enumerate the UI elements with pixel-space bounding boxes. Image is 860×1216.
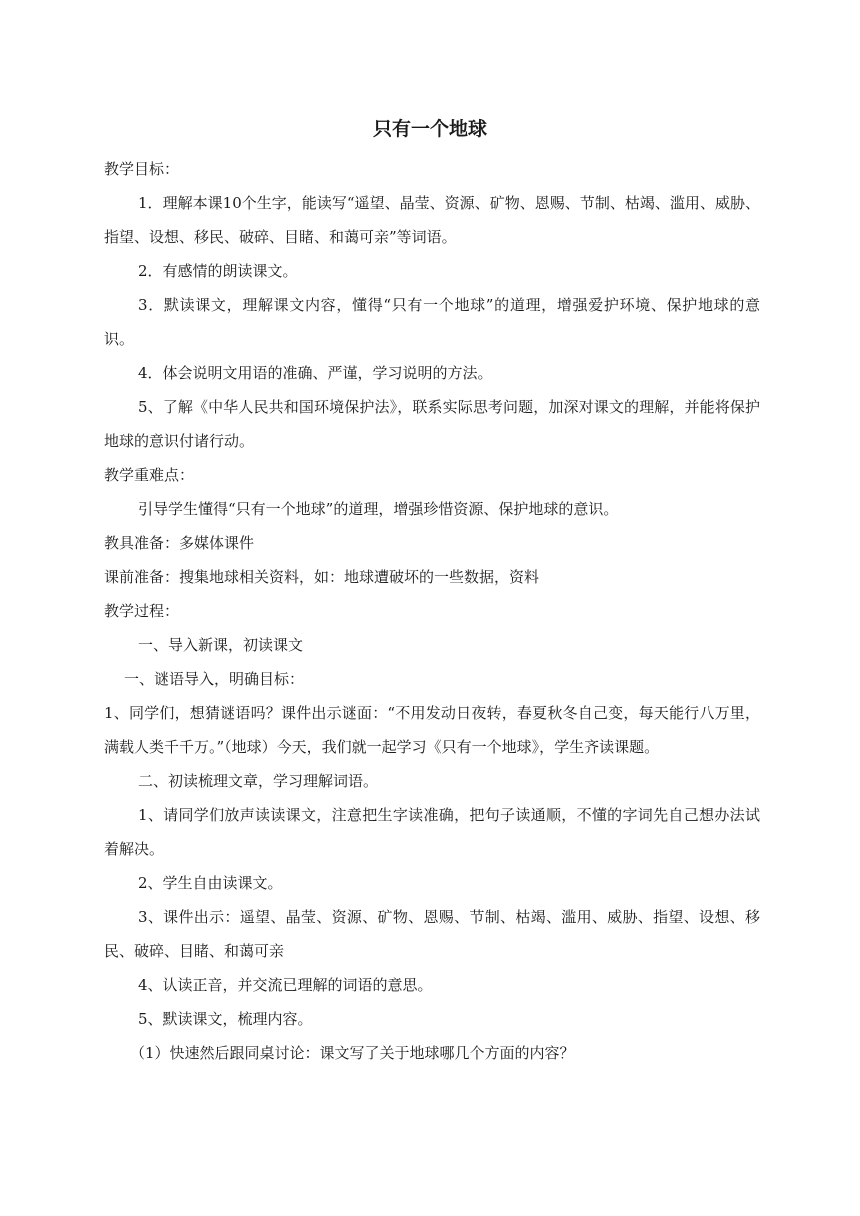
objective-item: 3．默读课文，理解课文内容，懂得“只有一个地球”的道理，增强爱护环境、保护地球的意识。: [104, 296, 760, 348]
preparation-line: 课前准备：搜集地球相关资料，如：地球遭破坏的一些数据，资料: [104, 568, 540, 586]
subsection-title: 一、谜语导入，明确目标：: [124, 670, 305, 688]
question-item: （1）快速然后跟同桌讨论：课文写了关于地球哪几个方面的内容？: [130, 1044, 575, 1062]
step-item: 3、课件出示：遥望、晶莹、资源、矿物、恩赐、节制、枯竭、滥用、威胁、指望、设想、移民、破碎、目睹、和蔼可亲: [104, 908, 760, 960]
objective-item: 4．体会说明文用语的准确、严谨，学习说明的方法。: [138, 364, 493, 382]
step-item: 5、默读课文，梳理内容。: [138, 1010, 313, 1028]
key-points-text: 引导学生懂得“只有一个地球”的道理，增强珍惜资源、保护地球的意识。: [138, 500, 619, 518]
key-points-heading: 教学重难点：: [104, 466, 195, 484]
objective-item: 2．有感情的朗读课文。: [138, 262, 298, 280]
section-title: 一、导入新课，初读课文: [138, 636, 304, 654]
tools-line: 教具准备：多媒体课件: [104, 534, 255, 552]
objectives-heading: 教学目标：: [104, 160, 180, 178]
step-item: 4、认读正音，并交流已理解的词语的意思。: [138, 976, 433, 994]
objective-item: 1．理解本课10个生字，能读写“遥望、晶莹、资源、矿物、恩赐、节制、枯竭、滥用、威胁、指望、设想、移民、破碎、目睹、和蔼可亲”等词语。: [104, 194, 760, 246]
objective-item: 5、了解《中华人民共和国环境保护法》，联系实际思考问题，加深对课文的理解，并能将保护地球的意识付诸行动。: [104, 398, 760, 450]
process-heading: 教学过程：: [104, 602, 180, 620]
document-body: [104, 152, 760, 1070]
section-title: 二、初读梳理文章，学习理解词语。: [138, 772, 379, 790]
document-title: 只有一个地球: [372, 118, 487, 140]
step-item: 2、学生自由读课文。: [138, 874, 283, 892]
riddle-paragraph: 1、同学们，想猜谜语吗？课件出示谜面：“不用发动日夜转，春夏秋冬自己变，每天能行八万里，满载人类千千万。”（地球）今天，我们就一起学习《只有一个地球》，学生齐读课题。: [104, 704, 760, 756]
step-item: 1、请同学们放声读读课文，注意把生字读准确，把句子读通顺，不懂的字词先自己想办法试着解决。: [104, 806, 760, 858]
